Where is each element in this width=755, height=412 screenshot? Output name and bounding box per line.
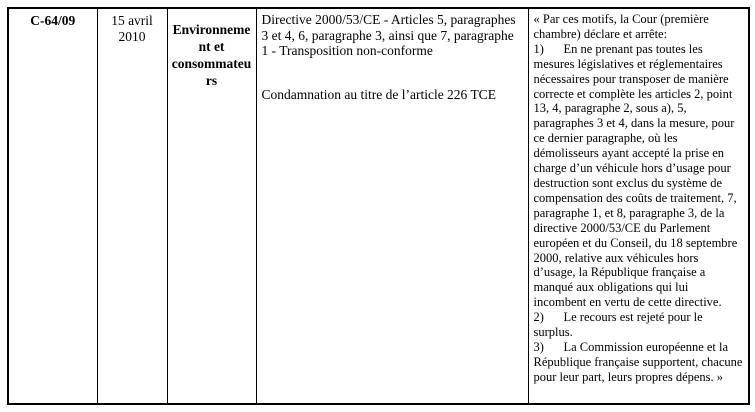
ruling-point-number: 2) [533, 310, 544, 325]
ruling-point-number: 1) [533, 41, 544, 56]
subject-label: Environnement et consommateurs [171, 22, 252, 88]
subject-cell [167, 8, 256, 404]
ruling-point [534, 310, 744, 340]
case-number-cell [8, 8, 97, 404]
directive-cell [256, 8, 528, 404]
ruling-cell [528, 8, 749, 404]
condemnation-text: Condamnation au titre de l’article 226 TCE [261, 86, 496, 102]
ruling-intro: « Par ces motifs, la Cour (première chambre) déclare et arrête: [533, 12, 709, 41]
table-row [8, 8, 749, 404]
ruling-point-text: La Commission européenne et la République française supportent, chacune pour leur part, leurs propres dépens. » [533, 339, 743, 384]
case-number: C-64/09 [30, 13, 76, 28]
ruling-point [534, 340, 744, 385]
case-table [7, 7, 750, 405]
ruling-point-text: Le recours est rejeté pour le surplus. [533, 310, 703, 340]
ruling-point [534, 42, 744, 310]
directive-text: Directive 2000/53/CE - Articles 5, paragraphes 3 et 4, 6, paragraphe 3, ainsi que 7, paragraphe 1 - Transposition non-conforme [261, 12, 516, 58]
date-cell [97, 8, 167, 404]
ruling-point-number: 3) [533, 339, 544, 354]
judgment-date: 15 avril 2010 [111, 13, 153, 44]
ruling-point-text: En ne prenant pas toutes les mesures législatives et réglementaires nécessaires pour transposer de manière correcte et complète les articles 2, point 13, 4, paragraphe 2, sous a), 5, paragraphes 3 et 4, dans la mesure, pour ce dernier paragraphe, où les démolisseurs ayant accepté la prise en charge d’un véhicule hors d’usage pour destruction sont exclus du système de compensation des coûts de traitement, 7, paragraphe 1, et 8, paragraphe 3, de la directive 2000/53/CE du Parlement européen et du Conseil, du 18 septembre 2000, relative aux véhicules hors d’usage, la République française a manqué aux obligations qui lui incombent en vertu de cette directive. [533, 41, 738, 310]
